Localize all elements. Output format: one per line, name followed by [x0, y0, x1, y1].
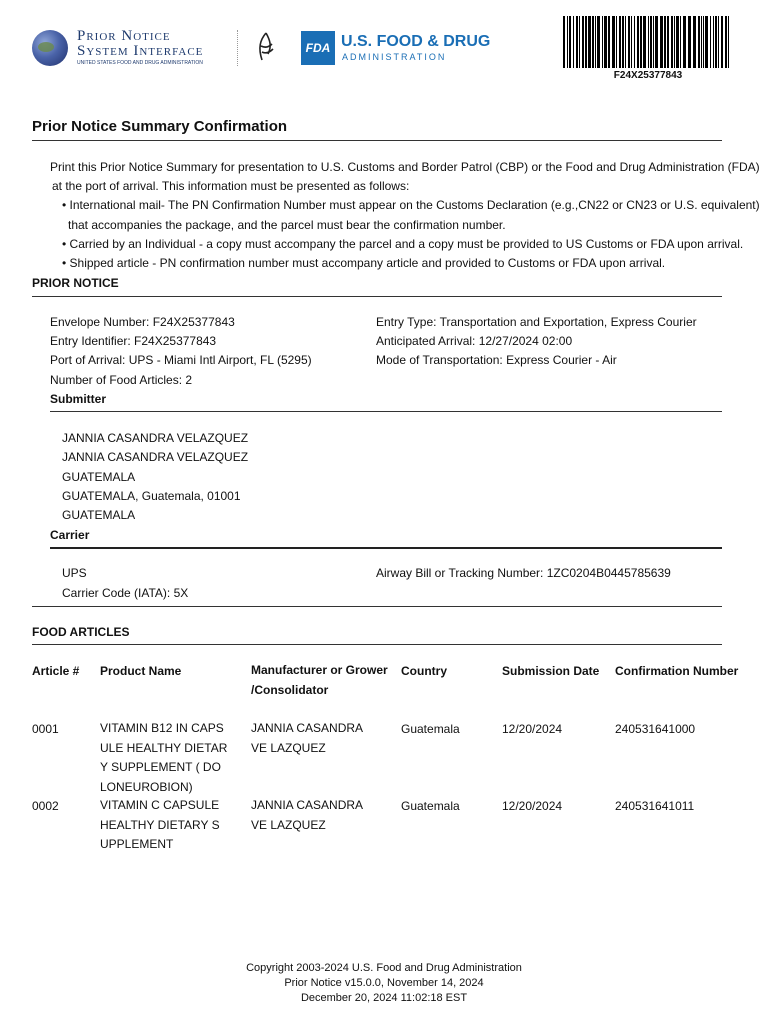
product-name: VITAMIN C CAPSULE HEALTHY DIETARY S UPPLEMENT [100, 798, 220, 851]
footer-timestamp: December 20, 2024 11:02:18 EST [300, 992, 468, 1004]
anticipated-arrival: Anticipated Arrival: 12/27/2024 02:00 [376, 334, 573, 348]
intro-bullet3: • Shipped article - PN confirmation number must accompany article and provided to Customs or FDA upon arrival. [62, 256, 666, 270]
prior-notice-heading: PRIOR NOTICE [32, 276, 119, 290]
submitter-line: GUATEMALA, Guatemala, 01001 [62, 489, 241, 503]
pnsi-title-line2: System Interface [77, 43, 204, 59]
globe-icon [32, 30, 68, 66]
col-article-header: Article # [32, 664, 80, 678]
entry-type: Entry Type: Transportation and Exportation, Express Courier [376, 315, 697, 329]
mode-of-transportation: Mode of Transportation: Express Courier - Air [376, 353, 617, 367]
col-date-header: Submission Date [502, 664, 600, 678]
food-articles-rule [32, 644, 722, 645]
envelope-number: Envelope Number: F24X25377843 [50, 315, 235, 329]
barcode [563, 16, 733, 68]
product-name: VITAMIN B12 IN CAPS ULE HEALTHY DIETAR Y SUPPLEMENT ( DO LONEUROBION) [100, 721, 228, 794]
submission-date: 12/20/2024 [502, 722, 563, 736]
intro-bullet1a: • International mail- The PN Confirmation Number must appear on the Customs Declaration (e.g.,CN22 or CN23 or U.S. equivalent) [62, 198, 760, 212]
intro-bullet1b: that accompanies the package, and the parcel must bear the confirmation number. [68, 218, 506, 232]
col-product-header: Product Name [100, 664, 182, 678]
footer-version: Prior Notice v15.0.0, November 14, 2024 [284, 977, 484, 989]
tracking-number: Airway Bill or Tracking Number: 1ZC0204B0445785639 [376, 566, 671, 580]
intro-bullet2: • Carried by an Individual - a copy must accompany the parcel and a copy must be provided to US Customs or FDA upon arrival. [62, 237, 744, 251]
number-of-food-articles: Number of Food Articles: 2 [50, 373, 193, 387]
country: Guatemala [401, 722, 460, 736]
pnsi-title-line1: Prior Notice [77, 28, 171, 44]
submitter-line: JANNIA CASANDRA VELAZQUEZ [62, 431, 249, 445]
manufacturer: JANNIA CASANDRA VE LAZQUEZ [251, 798, 363, 832]
intro-line2: at the port of arrival. This information must be presented as follows: [52, 179, 410, 193]
confirmation-number: 240531641011 [615, 799, 695, 813]
carrier-code: Carrier Code (IATA): 5X [62, 586, 189, 600]
confirmation-number: 240531641000 [615, 722, 696, 736]
submitter-line: GUATEMALA [62, 508, 136, 522]
article-number: 0001 [32, 722, 59, 736]
page-title: Prior Notice Summary Confirmation [32, 118, 288, 135]
entry-identifier: Entry Identifier: F24X25377843 [50, 334, 217, 348]
fda-subtitle: ADMINISTRATION [342, 52, 447, 62]
submitter-line: JANNIA CASANDRA VELAZQUEZ [62, 450, 249, 464]
carrier-rule [50, 547, 722, 549]
footer-copyright: Copyright 2003-2024 U.S. Food and Drug Administration [246, 962, 522, 974]
submitter-rule [50, 411, 722, 412]
hhs-eagle-icon [252, 30, 280, 66]
country: Guatemala [401, 799, 460, 813]
col-confirmation-header: Confirmation Number [615, 664, 739, 678]
manufacturer: JANNIA CASANDRA VE LAZQUEZ [251, 721, 363, 755]
food-articles-heading: FOOD ARTICLES [32, 625, 130, 639]
title-rule [32, 140, 722, 141]
pnsi-logo [32, 28, 232, 70]
intro-line1: Print this Prior Notice Summary for presentation to U.S. Customs and Border Patrol (CBP) or the Food and Drug Administration (FDA) [50, 160, 760, 174]
col-manufacturer-header: Manufacturer or Grower /Consolidator [251, 663, 388, 697]
submitter-heading: Submitter [50, 392, 107, 406]
submission-date: 12/20/2024 [502, 799, 563, 813]
logo-divider [237, 30, 238, 66]
col-country-header: Country [401, 664, 447, 678]
article-number: 0002 [32, 799, 59, 813]
footer [0, 961, 768, 1006]
fda-badge: FDA [301, 31, 335, 65]
carrier-name: UPS [62, 566, 87, 580]
carrier-bottom-rule [32, 606, 722, 607]
pnsi-subtitle: UNITED STATES FOOD AND DRUG ADMINISTRATION [77, 60, 203, 66]
submitter-line: GUATEMALA [62, 470, 136, 484]
prior-notice-rule [32, 296, 722, 297]
carrier-heading: Carrier [50, 528, 90, 542]
barcode-number: F24X25377843 [613, 70, 683, 81]
fda-logo [301, 31, 501, 65]
fda-title: U.S. FOOD & DRUG [341, 33, 491, 50]
port-of-arrival: Port of Arrival: UPS - Miami Intl Airport, FL (5295) [50, 353, 312, 367]
